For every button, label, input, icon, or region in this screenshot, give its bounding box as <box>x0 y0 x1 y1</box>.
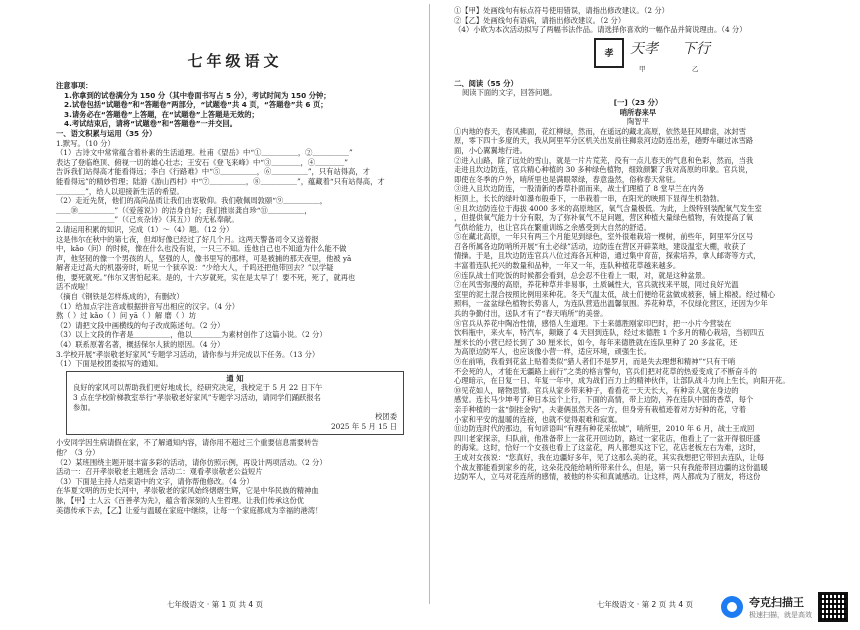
page-footer: 七年级语文 · 第 2 页 共 4 页 <box>596 600 694 609</box>
notice-body-line: 良好的家风可以帮助我们更好地成长，经研究决定，我校定于 5 月 22 日下午 <box>73 383 323 393</box>
article-line: 饮料瓶中，来火车，特汽车，颠簸了 4 天回到连队，经过未德胜 1 个多月的精心栽培，当初四五 <box>454 328 765 338</box>
article-line: 兵的争勤付出，送队才有了“春天哨所”的美誉。 <box>454 309 608 319</box>
article-line: 的海棠。这时，恰好一个女孩也看上了这盆花，两人都想买这下它，花店老板左右为难，这时， <box>454 443 761 453</box>
scanner-watermark <box>721 592 848 622</box>
quark-logo-icon <box>721 596 743 618</box>
article-line: ，但提供氧气能力十分有限，为了弥补氧气不足问题，营区种植大量绿色植物，有效提高了氧 <box>454 213 754 223</box>
reading-intro: 阅读下面的文字，回答问题。 <box>462 88 557 98</box>
article-line: 照料，一盆盆绿色植物长势喜人，为连队营造出温馨氛围。养花种草，不仅绿化营区，还因为少年 <box>454 299 768 309</box>
article-line: ⑧官兵从养花中陶冶性情，感悟人生道理。下士来德胜刚家印巴时，把一小片今营装在 <box>454 318 732 328</box>
calligraphy-label-a: 甲 <box>639 64 646 73</box>
text-line: （3）下面是主持人结束语中的文字，请你帮他修改。（4 分） <box>56 476 254 486</box>
text-line: （1）下面是校团委拟写的通知。 <box>56 359 163 369</box>
article-line: 心理暗示，在日复一日、年复一年中，成为战们百力上的精神伙伴，让部队战斗力向上生长，向阳开花。 <box>454 376 790 386</box>
page-title: 七年级语文 <box>187 52 283 70</box>
article-line: 亲手种植的一盆“倒挂金钩”，夫妻俩虽然天各一方，但身旁有栽植迹着对方好种的花，守着 <box>454 404 747 414</box>
part-label: [一]（23 分） <box>613 97 663 107</box>
article-line: 四川老家探亲，归队前，他准备带上一盆花开回边防，路过一家花店，他看上了一盆开得很旺盛 <box>454 433 761 443</box>
calligraphy-b: 下行 <box>682 40 710 57</box>
notice-body-line: 参加。 <box>73 402 95 412</box>
article-line: 室里的泥土混合按照比例用来种花。冬天气温太低，战士们便给花盆做成被套，铺上棉被。经过精心 <box>454 289 776 299</box>
article-line: ⑪边防连时代的那边，有句谚语叫“有理有种花采依城”，哨所里，2010 年 6 月，战士王成回 <box>454 424 755 434</box>
notes-list <box>56 91 414 129</box>
text-line: ＿＿⑩＿＿＿＿＿”（《爱莲说》）的洁身自好；我们推崇龚自珍“⑪＿＿＿＿＿， <box>56 205 312 215</box>
article-line: 为高原边防军人，也应该像小营一样，适应环境，顽强生长。 <box>454 347 652 357</box>
text-line: 解者走过高大的机器旁时，听见一个狱卒说：“少给大人，千呜还把他带回去？”以学疑 <box>56 263 334 273</box>
text-line: 1.默写。（10 分） <box>56 138 115 148</box>
notice-box <box>66 371 404 436</box>
text-line: 脉，【甲】士人云《百善孝为先》，蕴含着深刻的人生哲理。让我们传承这份优 <box>56 495 305 505</box>
article-line: 不会死的人，才能在无疆路上前行”之类的格言警句，官兵们把对花草的热爱变成了不断奋斗的 <box>454 366 757 376</box>
text-line: （1）古诗文中常常蕴含着朴素的生活道理。杜甫《望岳》中“①＿＿＿＿＿，②＿＿＿＿＿” <box>56 148 353 158</box>
article-line: 个战友都能看到家乡的花，这朵花没能给哨所带来什么，但是，第一只有我能带回边疆的这份温暖 <box>454 462 768 472</box>
calligraphy-works <box>454 38 822 74</box>
article-line: 丰富着连队托兴的数量和品种，一年又一年，连队种植花草越来越多。 <box>454 261 681 271</box>
calligraphy-label-b: 乙 <box>692 64 699 73</box>
article-line: 召各所属各边防哨所开展“有土必绿”活动，边防连在营区开辟菜地，建设温室大棚，收获了 <box>454 241 747 251</box>
text-line: 他？（3 分） <box>56 447 100 457</box>
text-line: （4）联系原著名著，概括保尔人狱的原因。（4 分） <box>56 340 225 350</box>
note-item: 1.你拿到的试卷满分为 150 分（其中卷面书写占 5 分），考试时间为 150 分钟； <box>64 90 331 100</box>
article-line: 即使在冬季的户外，哨所里也是满眼翠绿，春意盎然，俗称春天常驻。 <box>454 174 681 184</box>
brand-text <box>749 594 812 620</box>
text-line: （3）以上文段的作者是＿＿＿＿＿，他以＿＿＿＿为素材创作了这篇小说。（2 分） <box>56 330 327 340</box>
text-line: 3.学校开展“孝崇敬老好家风”专题学习活动，请你参与并完成以下任务。（13 分） <box>56 349 320 359</box>
calligraphy-a: 天孝 <box>630 40 658 57</box>
note-item: 3.请务必在“答题卷”上答题，在“试题卷”上答题是无效的； <box>64 109 259 119</box>
source-line: （摘自《钢铁是怎样炼成的》，有删改） <box>56 292 184 302</box>
text-line: ①【甲】处画线句有标点符号使用错误，请指出修改建议。（2 分） <box>454 6 669 15</box>
text-line: ＿＿＿＿＿＿＿＿”（《己亥杂诗》（其五））的无私奉献。 <box>56 215 239 225</box>
text-line: ②【乙】处画线句有语病，请指出修改建议。（2 分） <box>454 15 626 25</box>
text-line: （2）某班围绕主题开展丰富多彩的活动，请你仿照示例，再设计两项活动。（2 分） <box>56 457 327 467</box>
article-title: 哨所春来早 <box>619 107 657 117</box>
note-item: 4.考试结束后，请将“试题卷”和“答题卷”一并交回。 <box>64 119 237 129</box>
text-line: 美德传承下去，【乙】让爱与温暖在家庭中继续，让每一个家庭都成为幸福的港湾！ <box>56 505 323 515</box>
note-item: 2.试卷包括“试题卷”和“答题卷”两部分，“试题卷”共 4 页，“答题卷”共 6 页； <box>64 100 328 110</box>
brand-name: 夸克扫描王 <box>749 596 804 609</box>
article-line: ⑦在风雪弥漫的高原，养花种草并非易事，土质碱性大，官兵就找来平展，同过良好光温 <box>454 280 739 290</box>
section-heading: 二、阅读（55 分） <box>454 78 518 88</box>
article-line: ⑨在前哨，我看到花盆上贴着类似“猎人者们不是罗月，而是失去理想和精神”“只有干哨 <box>454 357 736 366</box>
notice-heading: 通 知 <box>226 373 244 383</box>
text-line: 在华夏文明的历史长河中，孝崇敬老的家风始终熠熠生辉，它是中华民族的精神血 <box>56 486 319 496</box>
notes-heading: 注意事项： <box>56 81 93 90</box>
article-line: ⑤在藏北高原，一年只有两三个月能见到绿色，室外很难栽培一棵树，前些年，阿里军分区号 <box>454 232 754 242</box>
article-line: ⑥连队战士们吃饭的时候都会看到，总会忍不住看上一眼，对，就是这种盆景。 <box>454 270 710 280</box>
seal-stamp: 孝 <box>594 38 624 68</box>
text-line: 表达了登临绝顶、俯视一切的雄心壮志；王安石《登飞来峰》中“③＿＿＿＿，④＿＿＿＿” <box>56 157 349 167</box>
article-line: 走进且坎边防连，官兵精心种植的 30 多种绿色植物，细致颜繁了我对高原的印象。官兵说， <box>454 165 753 175</box>
article-line: 情操。于是，且坎边防连官兵八位过海各瓦种语，通过集中育苗，探索培养，拿人邮寄等方式， <box>454 251 761 261</box>
text-line: 熬（ ）过 kǎo（ ）问 yā（ ）解 磨（ ）坊 <box>56 311 197 321</box>
text-line: （1）给加点字注音或根据拼音写出相应的汉字。（4 分） <box>56 301 240 311</box>
article-line: ⑩见花如人，睹物思情。官兵从家乡带来种子，看看花一天天长大，有种亲人就在身边的 <box>454 385 739 395</box>
article-line: 柜顶上，长长的绿叶如瀑布般垂下，一串栽着一串，在阳光的映照下显得生机勃勃。 <box>454 193 724 203</box>
article-line: ③进入且坎边防连，一股清新的香草扑面而来，战士们理植了 8 堂早兰在内务 <box>454 184 705 194</box>
article-author: 陶智平 <box>627 117 649 127</box>
text-line: 活动一：召开孝崇敬老主题班会 活动二：观看孝崇敬老公益短片 <box>56 467 263 477</box>
text-line: 2.请运用积累的知识，完成（1）～（4）题。（12 分） <box>56 224 234 234</box>
text-line: （2）走近先贤，他们的高尚品质让我们由衷敬仰。我们敬佩周敦颐“⑨＿＿＿＿＿， <box>56 196 328 206</box>
text-line: 他，要死就死。”伟尔又害怕起来。是的，十六岁就死，实在是太早了！要不死，死了，就再也 <box>56 272 356 282</box>
article-line: 感觉。连长马少坤考了种日本远个上行，下面的高情，带上边防，养在连队中国的香草，每个 <box>454 395 754 405</box>
section-heading: 一、语文积累与运用（35 分） <box>56 128 157 138</box>
notice-date: 2025 年 5 月 15 日 <box>331 421 397 431</box>
brand-slogan: 极速扫描，就是高效 <box>749 611 812 619</box>
text-line: ＿＿＿＿”，给人以迎接新生活的希望。 <box>56 186 184 196</box>
text-line: 活不成啦！ <box>56 282 93 292</box>
article-line: 厘米长的小营已经长到了 30 厘米长，如今，每年来德胜就在连队里种了 20 多盆花，还 <box>454 337 738 347</box>
article-line: 边防军人，立马对花连所的感情，被他的朴实和真诚感动。让这样，两人都成为了朋友，将这份 <box>454 472 761 482</box>
exam-page-2 <box>430 0 860 630</box>
article-line: ①内地的春天，春风拂面，花红柳绿，然而，在遥远的藏北高原，依然是狂风肆虐，冰封雪 <box>454 126 746 136</box>
text-line: 声，他坚韧的像一个男孩的人，坚强的人，像书里写的那样，可是被捕的那天夜里，他被 yā <box>56 253 352 263</box>
article-line: ④且坎边防连位于海拔 4000 多米的高原地区，氧气含量极低。为此，上级特别装配氧气发生室 <box>454 203 762 213</box>
qr-code-icon <box>818 592 848 622</box>
text-line: 中，kǎo（问）的时候，像在什么也没有说，一只三不知。连他自己也不知道为什么能不做 <box>56 244 347 254</box>
article-line: 王成对女孩说：“您真好，我在边疆好多年，见了这那么美的花，其实我想把它带回去连队，让每 <box>454 452 765 462</box>
article-line: 面，小心翼翼地行进。 <box>454 145 527 155</box>
article-line: 气供给能力，也让官兵在繁重训练之余感受到大自然的舒适。 <box>454 222 652 232</box>
notice-body-line: 3 点在学校阶梯教室举行“孝崇敬老好家风”专题学习活动，请同学们踊跃报名 <box>73 393 321 402</box>
text-line: （2）请把文段中画横线的句子改成陈述句。（2 分） <box>56 320 225 330</box>
article-body <box>454 127 822 482</box>
text-line: （4）小欧为本次活动拟写了两幅书法作品。请选择你喜欢的一幅作品并简说理由。（4 分） <box>454 25 747 35</box>
text-line: 这是伟尔在秋中的第七夜，但却好像已经过了好几个月。这两天警备司令又送着报 <box>56 234 319 244</box>
article-line: 小家和平安的温暖的连接，也就不觉得艰难和寂寞。 <box>454 414 622 424</box>
text-line: 能看得远”的精妙哲理；陆游《游山西村》中“⑦＿＿＿＿＿，⑧＿＿＿＿＿”，蕴藏着“只有站得高，才 <box>56 176 385 186</box>
notice-signer: 校团委 <box>375 412 397 422</box>
text-line: 告诉我们站得高才能看得远；李白《行路难》中“⑤＿＿＿＿＿，⑥＿＿＿＿＿”，只有站得高，才 <box>56 167 370 177</box>
question-block <box>56 139 414 369</box>
text-line: 小安同学因生病请假在家，不了解通知内容，请你用不超过三个重要信息需要转告 <box>56 438 319 448</box>
page-footer: 七年级语文 · 第 1 页 共 4 页 <box>166 600 264 609</box>
question-block <box>56 438 414 515</box>
article-line: ②进入山路，除了远处的雪山，就是一片片荒芜，没有一点儿春天的气息和色彩，然而，当我 <box>454 155 754 165</box>
article-line: 原，零下四十多度的天，我从阿里军分区机关出发前往狮泉河边防连出差，趟野车碾过冰雪路 <box>454 136 754 146</box>
